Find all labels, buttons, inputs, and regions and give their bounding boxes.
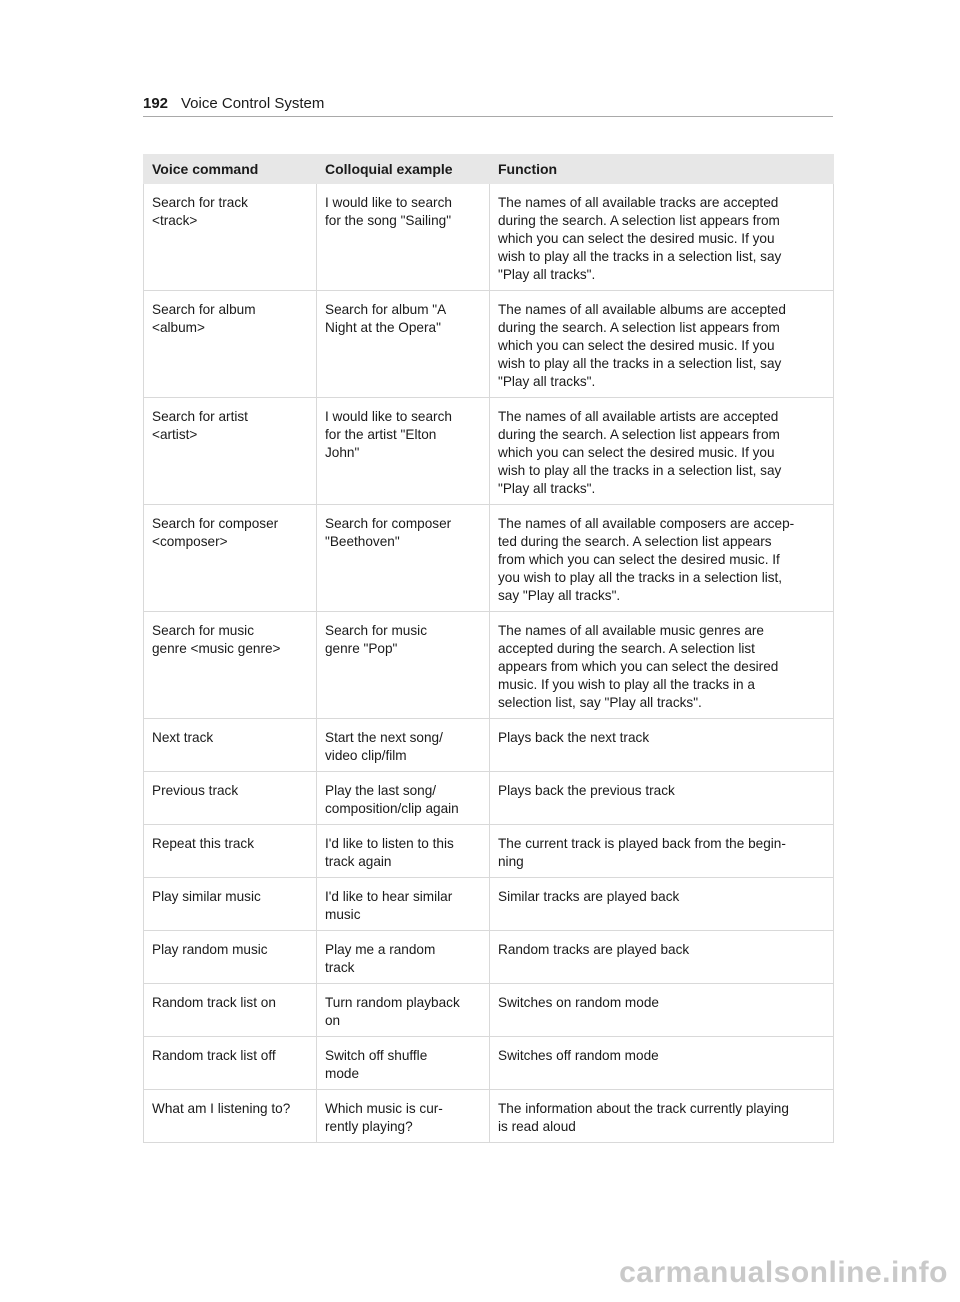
table-row <box>144 719 834 772</box>
table-row <box>144 984 834 1037</box>
table-row <box>144 398 834 505</box>
cell-colloquial-example: I'd like to hear similar music <box>317 878 490 931</box>
watermark: carmanualsonline.info <box>619 1256 948 1289</box>
table-header-row <box>144 154 834 184</box>
cell-function: The names of all available music genres are accepted during the search. A selection list appears from which you can select the desired music. If you wish to play all the tracks in a selection list, say "Play all tracks". <box>490 612 834 719</box>
table-row <box>144 505 834 612</box>
cell-function: The names of all available composers are accep- ted during the search. A selection list appears from which you can select the desired music. If you wish to play all the tracks in a selection list, say "Play all tracks". <box>490 505 834 612</box>
table-row <box>144 878 834 931</box>
cell-voice-command: Search for album <album> <box>144 291 317 398</box>
cell-voice-command: What am I listening to? <box>144 1090 317 1143</box>
cell-voice-command: Random track list off <box>144 1037 317 1090</box>
cell-voice-command: Next track <box>144 719 317 772</box>
table-row <box>144 772 834 825</box>
cell-function: The current track is played back from the begin- ning <box>490 825 834 878</box>
cell-voice-command: Repeat this track <box>144 825 317 878</box>
cell-colloquial-example: Play the last song/ composition/clip again <box>317 772 490 825</box>
page-header <box>143 94 833 117</box>
cell-colloquial-example: Search for composer "Beethoven" <box>317 505 490 612</box>
cell-function: The names of all available albums are accepted during the search. A selection list appears from which you can select the desired music. If you wish to play all the tracks in a selection list, say "Play all tracks". <box>490 291 834 398</box>
cell-voice-command: Search for track <track> <box>144 184 317 291</box>
voice-command-table <box>143 154 834 1143</box>
table-row <box>144 291 834 398</box>
cell-voice-command: Play similar music <box>144 878 317 931</box>
cell-voice-command: Previous track <box>144 772 317 825</box>
table-row <box>144 612 834 719</box>
cell-voice-command: Search for artist <artist> <box>144 398 317 505</box>
cell-function: Similar tracks are played back <box>490 878 834 931</box>
cell-function: Random tracks are played back <box>490 931 834 984</box>
cell-colloquial-example: Start the next song/ video clip/film <box>317 719 490 772</box>
cell-voice-command: Search for composer <composer> <box>144 505 317 612</box>
table-row <box>144 931 834 984</box>
cell-voice-command: Search for music genre <music genre> <box>144 612 317 719</box>
section-title: Voice Control System <box>181 95 325 112</box>
table-row <box>144 825 834 878</box>
table-row <box>144 1037 834 1090</box>
table-row <box>144 1090 834 1143</box>
cell-function: Plays back the next track <box>490 719 834 772</box>
cell-colloquial-example: I'd like to listen to this track again <box>317 825 490 878</box>
cell-function: Switches on random mode <box>490 984 834 1037</box>
cell-colloquial-example: Turn random playback on <box>317 984 490 1037</box>
cell-colloquial-example: Search for music genre "Pop" <box>317 612 490 719</box>
cell-colloquial-example: I would like to search for the song "Sailing" <box>317 184 490 291</box>
cell-function: The names of all available artists are accepted during the search. A selection list appears from which you can select the desired music. If you wish to play all the tracks in a selection list, say "Play all tracks". <box>490 398 834 505</box>
cell-voice-command: Random track list on <box>144 984 317 1037</box>
cell-colloquial-example: Switch off shuffle mode <box>317 1037 490 1090</box>
cell-colloquial-example: Which music is cur- rently playing? <box>317 1090 490 1143</box>
cell-colloquial-example: Search for album "A Night at the Opera" <box>317 291 490 398</box>
cell-voice-command: Play random music <box>144 931 317 984</box>
cell-function: The information about the track currently playing is read aloud <box>490 1090 834 1143</box>
cell-colloquial-example: Play me a random track <box>317 931 490 984</box>
column-header-function: Function <box>490 154 834 184</box>
cell-function: The names of all available tracks are accepted during the search. A selection list appears from which you can select the desired music. If you wish to play all the tracks in a selection list, say "Play all tracks". <box>490 184 834 291</box>
column-header-colloquial-example: Colloquial example <box>317 154 490 184</box>
cell-function: Plays back the previous track <box>490 772 834 825</box>
cell-colloquial-example: I would like to search for the artist "Elton John" <box>317 398 490 505</box>
column-header-voice-command: Voice command <box>144 154 317 184</box>
table-row <box>144 184 834 291</box>
cell-function: Switches off random mode <box>490 1037 834 1090</box>
page-number: 192 <box>143 95 169 112</box>
